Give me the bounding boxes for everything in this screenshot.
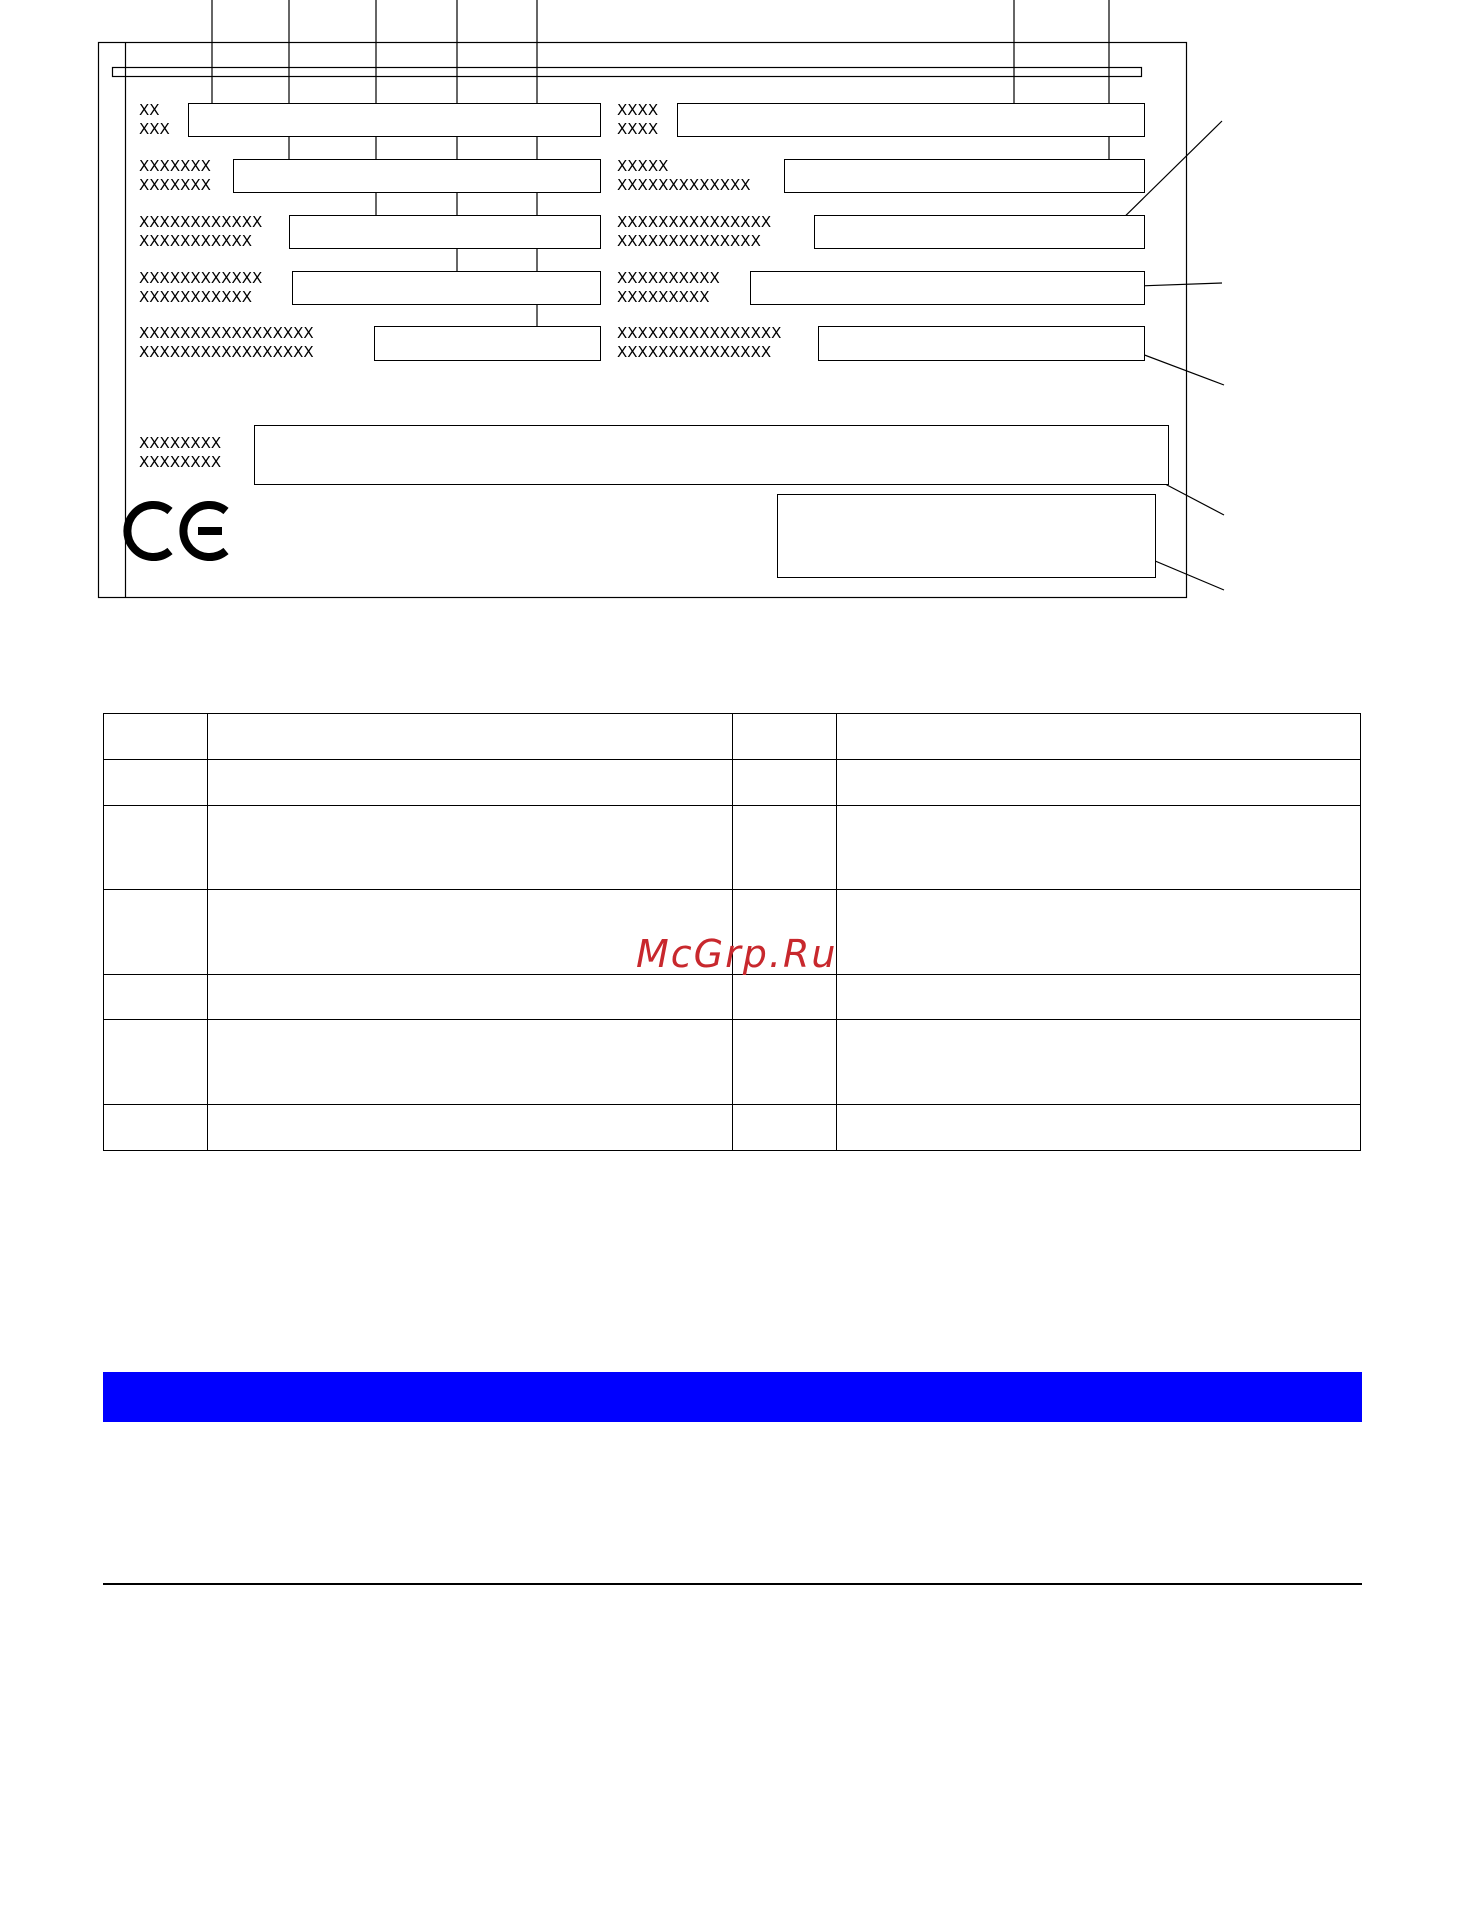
nameplate-diagram — [0, 0, 1459, 620]
table-cell — [104, 890, 208, 975]
field-box — [814, 215, 1145, 249]
field-box — [188, 103, 601, 137]
plate-label: XXXXXXXXXXXX XXXXXXXXXXX — [139, 269, 263, 306]
plate-top-bar — [113, 68, 1142, 77]
field-box — [750, 271, 1145, 305]
plate-label: XXXXXXXXXXXXXXXXX XXXXXXXXXXXXXXXXX — [139, 324, 314, 361]
field-box-mark — [777, 494, 1156, 578]
table-cell — [837, 714, 1361, 760]
field-box — [784, 159, 1145, 193]
nameplate-drawing — [0, 0, 1459, 620]
table-row — [104, 760, 1361, 806]
table-cell — [733, 1105, 837, 1151]
ce-mark-icon — [127, 505, 226, 557]
table-cell — [208, 1105, 733, 1151]
watermark-text: McGrp.Ru — [636, 932, 838, 976]
table-cell — [733, 975, 837, 1020]
table-cell — [837, 975, 1361, 1020]
plate-label: XXXXXXXXXXXXXXX XXXXXXXXXXXXXX — [617, 213, 772, 250]
field-box — [677, 103, 1145, 137]
table-cell — [104, 1020, 208, 1105]
field-box — [818, 326, 1145, 361]
plate-label: XXXXXXXXXXXXXXXX XXXXXXXXXXXXXXX — [617, 324, 782, 361]
table-cell — [208, 806, 733, 890]
table-cell — [733, 760, 837, 806]
field-box — [292, 271, 601, 305]
table-cell — [104, 760, 208, 806]
plate-label: XX XXX — [139, 101, 170, 138]
table-cell — [837, 806, 1361, 890]
field-box — [233, 159, 601, 193]
table-row — [104, 714, 1361, 760]
plate-label: XXXXXXX XXXXXXX — [139, 157, 211, 194]
table-cell — [837, 1020, 1361, 1105]
field-box-wide — [254, 425, 1169, 485]
table-row — [104, 1105, 1361, 1151]
section-banner — [103, 1372, 1362, 1422]
plate-label: XXXXX XXXXXXXXXXXXX — [617, 157, 751, 194]
table-cell — [837, 760, 1361, 806]
plate-label: XXXX XXXX — [617, 101, 659, 138]
table-cell — [733, 806, 837, 890]
bottom-divider — [103, 1583, 1362, 1585]
table-cell — [208, 975, 733, 1020]
plate-label: XXXXXXXXXX XXXXXXXXX — [617, 269, 720, 306]
field-box — [289, 215, 601, 249]
table-cell — [104, 806, 208, 890]
table-cell — [837, 1105, 1361, 1151]
table-cell — [208, 1020, 733, 1105]
table-cell — [208, 714, 733, 760]
table-cell — [208, 760, 733, 806]
plate-label-bottom: XXXXXXXX XXXXXXXX — [139, 434, 222, 471]
plate-label: XXXXXXXXXXXX XXXXXXXXXXX — [139, 213, 263, 250]
field-box — [374, 326, 601, 361]
table-row — [104, 975, 1361, 1020]
table-row — [104, 806, 1361, 890]
table-cell — [837, 890, 1361, 975]
table-cell — [733, 1020, 837, 1105]
table-cell — [104, 975, 208, 1020]
table-cell — [104, 1105, 208, 1151]
table-row — [104, 1020, 1361, 1105]
table-cell — [733, 714, 837, 760]
table-cell — [104, 714, 208, 760]
